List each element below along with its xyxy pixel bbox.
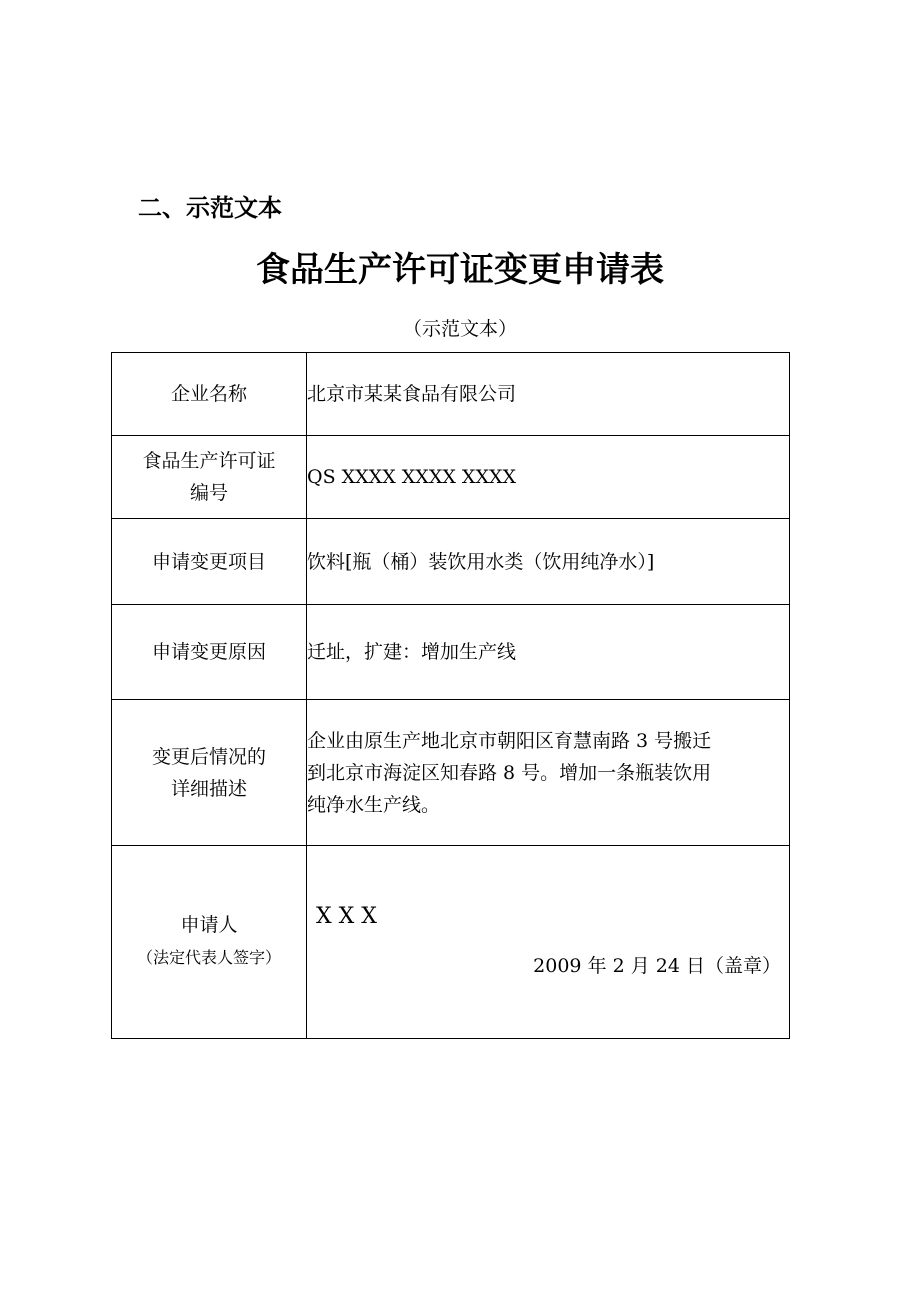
details-label-line1: 变更后情况的 [151,745,266,768]
details-value [307,700,790,846]
company-name-value: 北京市某某食品有限公司 [307,353,790,436]
details-label [112,700,307,846]
document-title: 食品生产许可证变更申请表 [256,250,664,290]
details-line: 到北京市海淀区知春路 8 号。增加一条瓶装饮用 [307,761,712,784]
application-form-table [111,352,790,1039]
change-item-label: 申请变更项目 [112,519,307,605]
applicant-label [112,846,307,1039]
change-reason-label: 申请变更原因 [112,605,307,700]
form-row-details [112,700,790,846]
license-number-label [112,436,307,519]
signature-area [307,846,789,1038]
license-label-line1: 食品生产许可证 [142,450,276,472]
form-row-license [112,436,790,519]
details-line: 企业由原生产地北京市朝阳区育慧南路 3 号搬迁 [307,729,712,752]
license-label-line2: 编号 [189,482,228,504]
applicant-signature: X X X [316,904,377,929]
form-row-applicant [112,846,790,1039]
section-heading: 二、示范文本 [138,194,282,222]
applicant-sublabel: （法定代表人签字） [136,948,281,967]
applicant-value [307,846,790,1039]
company-name-label: 企业名称 [112,353,307,436]
details-label-line2: 详细描述 [170,777,247,800]
form-row-reason [112,605,790,700]
form-row-company [112,353,790,436]
change-reason-value: 迁址，扩建：增加生产线 [307,605,790,700]
form-row-item [112,519,790,605]
change-item-value: 饮料[瓶（桶）装饮用水类（饮用纯净水）] [307,519,790,605]
license-number-value: QS XXXX XXXX XXXX [307,436,790,519]
applicant-label-text: 申请人 [180,914,238,936]
document-subtitle: （示范文本） [402,318,517,340]
application-date-seal: 2009 年 2 月 24 日（盖章） [533,955,781,977]
details-line: 纯净水生产线。 [307,793,441,816]
